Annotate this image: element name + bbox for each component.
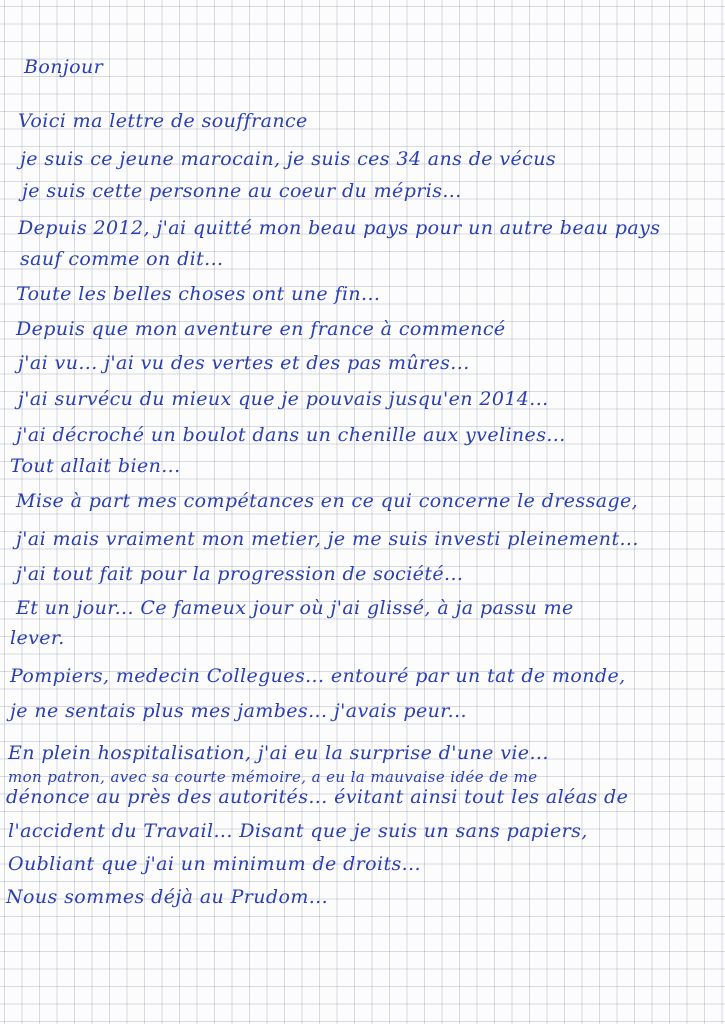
letter-line: j'ai survécu du mieux que je pouvais jusqu'en 2014... xyxy=(18,388,549,410)
letter-line: je ne sentais plus mes jambes... j'avais peur... xyxy=(10,700,467,722)
letter-line: Voici ma lettre de souffrance xyxy=(18,110,308,132)
letter-line: mon patron, avec sa courte mémoire, a eu la mauvaise idée de me xyxy=(8,768,538,786)
letter-line: dénonce au près des autorités... évitant ainsi tout les aléas de xyxy=(6,786,629,808)
letter-line: j'ai mais vraiment mon metier, je me suis investi pleinement... xyxy=(16,528,639,550)
letter-line: l'accident du Travail... Disant que je suis un sans papiers, xyxy=(8,820,588,842)
letter-line: je suis ce jeune marocain, je suis ces 34 ans de vécus xyxy=(20,148,557,170)
letter-line: Tout allait bien... xyxy=(10,455,181,477)
letter-line: Pompiers, medecin Collegues... entouré par un tat de monde, xyxy=(10,665,626,687)
letter-line: sauf comme on dit... xyxy=(20,248,224,270)
letter-line: Depuis que mon aventure en france à commencé xyxy=(16,318,506,340)
letter-line: j'ai décroché un boulot dans un chenille aux yvelines... xyxy=(16,424,566,446)
letter-greeting: Bonjour xyxy=(24,56,104,78)
letter-line: je suis cette personne au coeur du mépris... xyxy=(22,180,462,202)
letter-line: Toute les belles choses ont une fin... xyxy=(16,283,381,305)
letter-line: Nous sommes déjà au Prudom... xyxy=(6,886,329,908)
letter-line: Mise à part mes compétances en ce qui concerne le dressage, xyxy=(16,490,639,512)
letter-line: Et un jour... Ce fameux jour où j'ai glissé, à ja passu me xyxy=(16,597,574,619)
letter-line: En plein hospitalisation, j'ai eu la surprise d'une vie... xyxy=(8,742,549,764)
letter-line: j'ai vu... j'ai vu des vertes et des pas mûres... xyxy=(18,352,470,374)
letter-line: Oubliant que j'ai un minimum de droits... xyxy=(8,853,421,875)
letter-line: j'ai tout fait pour la progression de société... xyxy=(16,563,464,585)
letter-line: lever. xyxy=(10,627,65,649)
letter-line: Depuis 2012, j'ai quitté mon beau pays pour un autre beau pays xyxy=(18,217,661,239)
